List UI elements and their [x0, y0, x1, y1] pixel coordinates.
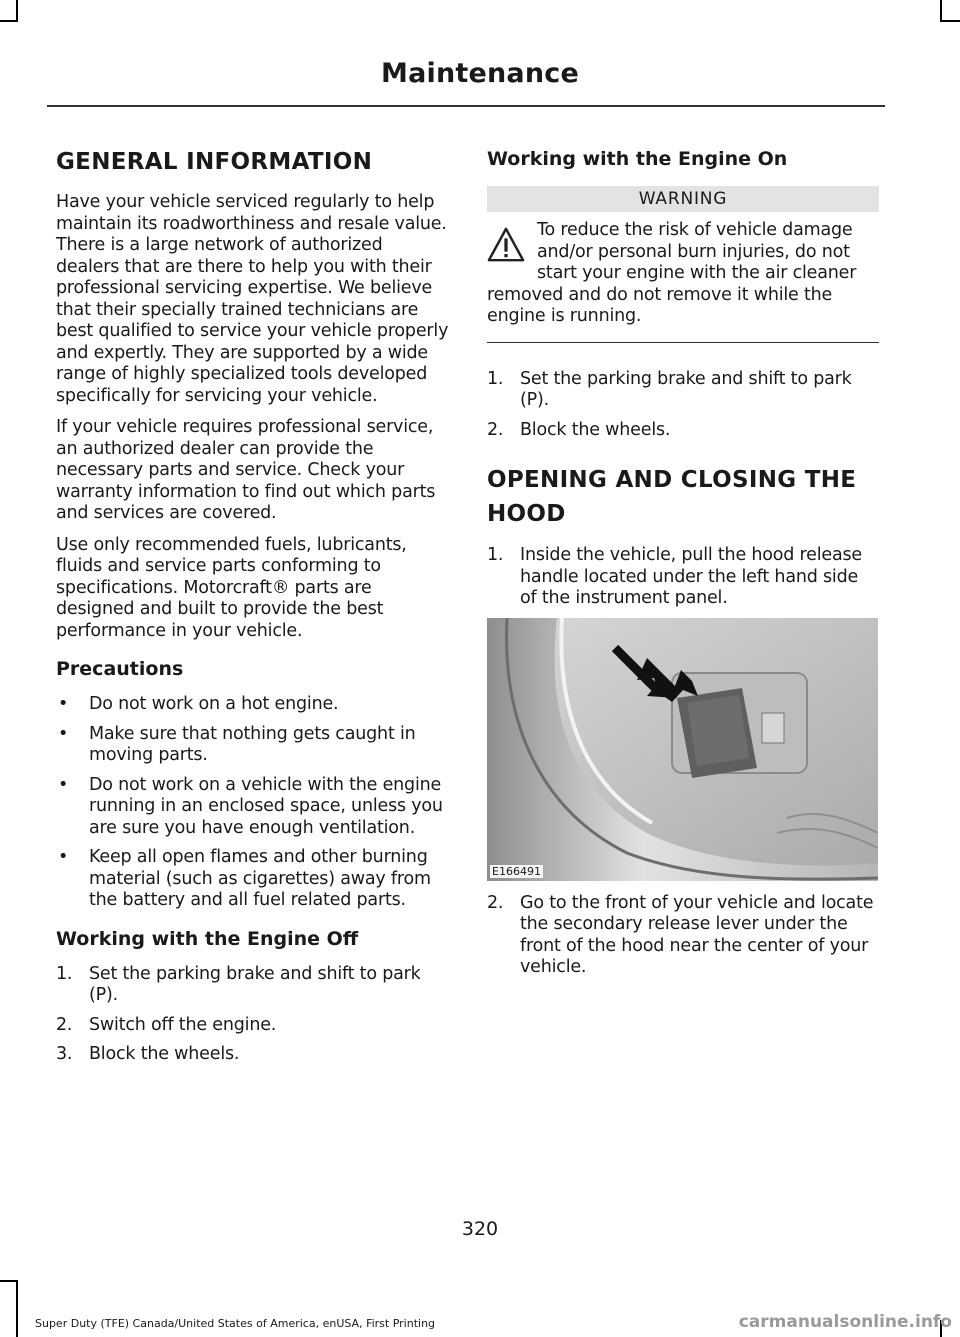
crop-mark [0, 20, 18, 22]
engine-off-steps [56, 964, 450, 1066]
list-item: • Do not work on a vehicle with the engine running in an enclosed space, unless you are sure you have enough ventilation. [58, 774, 443, 838]
right-column [487, 146, 879, 989]
figure-label: E166491 [492, 864, 541, 878]
precautions-list [56, 694, 450, 912]
general-paragraph: If your vehicle requires professional service, an authorized dealer can provide the necessary parts and service. Check your warranty information to find out which parts and services are covered. [56, 417, 436, 523]
hood-release-figure [487, 618, 878, 881]
list-item: 1. Set the parking brake and shift to park (P). [56, 963, 421, 1005]
engine-on-heading: Working with the Engine On [487, 148, 788, 170]
general-paragraph: Have your vehicle serviced regularly to help maintain its roadworthiness and resale value. There is a large network of authorized dealers that are there to help you with their professional servicing expertise. We believe that their specially trained technicians are best qualified to service your vehicle properly and expertly. They are supported by a wide range of highly specialized tools developed specifically for servicing your vehicle. [56, 192, 449, 406]
page-title: Maintenance [381, 58, 579, 89]
general-information-heading: GENERAL INFORMATION [56, 149, 373, 175]
bullet-icon: • [58, 774, 69, 795]
bullet-icon: • [58, 723, 69, 744]
list-item: 3. Block the wheels. [56, 1044, 240, 1064]
general-paragraph: Use only recommended fuels, lubricants, fluids and service parts conforming to specifications. Motorcraft® parts are designed and built to provide the best performance in your vehicle. [56, 534, 407, 641]
left-column [56, 146, 450, 1076]
header-divider [47, 105, 885, 107]
list-item: 2. Block the wheels. [487, 419, 671, 440]
hood-heading: OPENING AND CLOSING THE HOOD [487, 467, 857, 527]
precautions-heading: Precautions [56, 658, 184, 680]
warning-text: To reduce the risk of vehicle damage and/or personal burn injuries, do not start your engine with the air cleaner removed and do not remove it while the engine is running. [487, 220, 857, 326]
hood-release-illustration [487, 618, 878, 881]
list-item: 2. Switch off the engine. [56, 1014, 277, 1035]
crop-mark [16, 1280, 18, 1337]
bullet-icon: • [58, 847, 69, 867]
watermark: carmanualsonline.info [738, 1312, 952, 1332]
engine-on-steps [487, 369, 879, 442]
page-number: 320 [461, 1218, 499, 1240]
engine-off-heading: Working with the Engine Off [56, 927, 359, 950]
list-item: 1. Set the parking brake and shift to park (P). [487, 368, 852, 410]
warning-triangle-icon [487, 226, 525, 264]
crop-mark [940, 0, 942, 22]
hood-step-1 [487, 545, 879, 610]
list-item: • Make sure that nothing gets caught in moving parts. [58, 723, 416, 765]
crop-mark [0, 1280, 18, 1282]
footer-text: Super Duty (TFE) Canada/United States of America, enUSA, First Printing [35, 1317, 436, 1330]
warning-divider [487, 342, 879, 343]
crop-mark [940, 20, 960, 22]
list-item: • Do not work on a hot engine. [58, 694, 339, 714]
hood-step-2 [487, 893, 879, 979]
list-item: 2. Go to the front of your vehicle and locate the secondary release lever under the front of the hood near the center of your vehicle. [487, 892, 874, 977]
bullet-icon: • [58, 694, 69, 714]
list-item: • Keep all open flames and other burning material (such as cigarettes) away from the battery and all fuel related parts. [58, 847, 431, 910]
crop-mark [16, 0, 18, 22]
warning-box [487, 220, 879, 328]
list-item: 1. Inside the vehicle, pull the hood release handle located under the left hand side of the instrument panel. [487, 545, 862, 608]
warning-label: WARNING [487, 186, 879, 212]
